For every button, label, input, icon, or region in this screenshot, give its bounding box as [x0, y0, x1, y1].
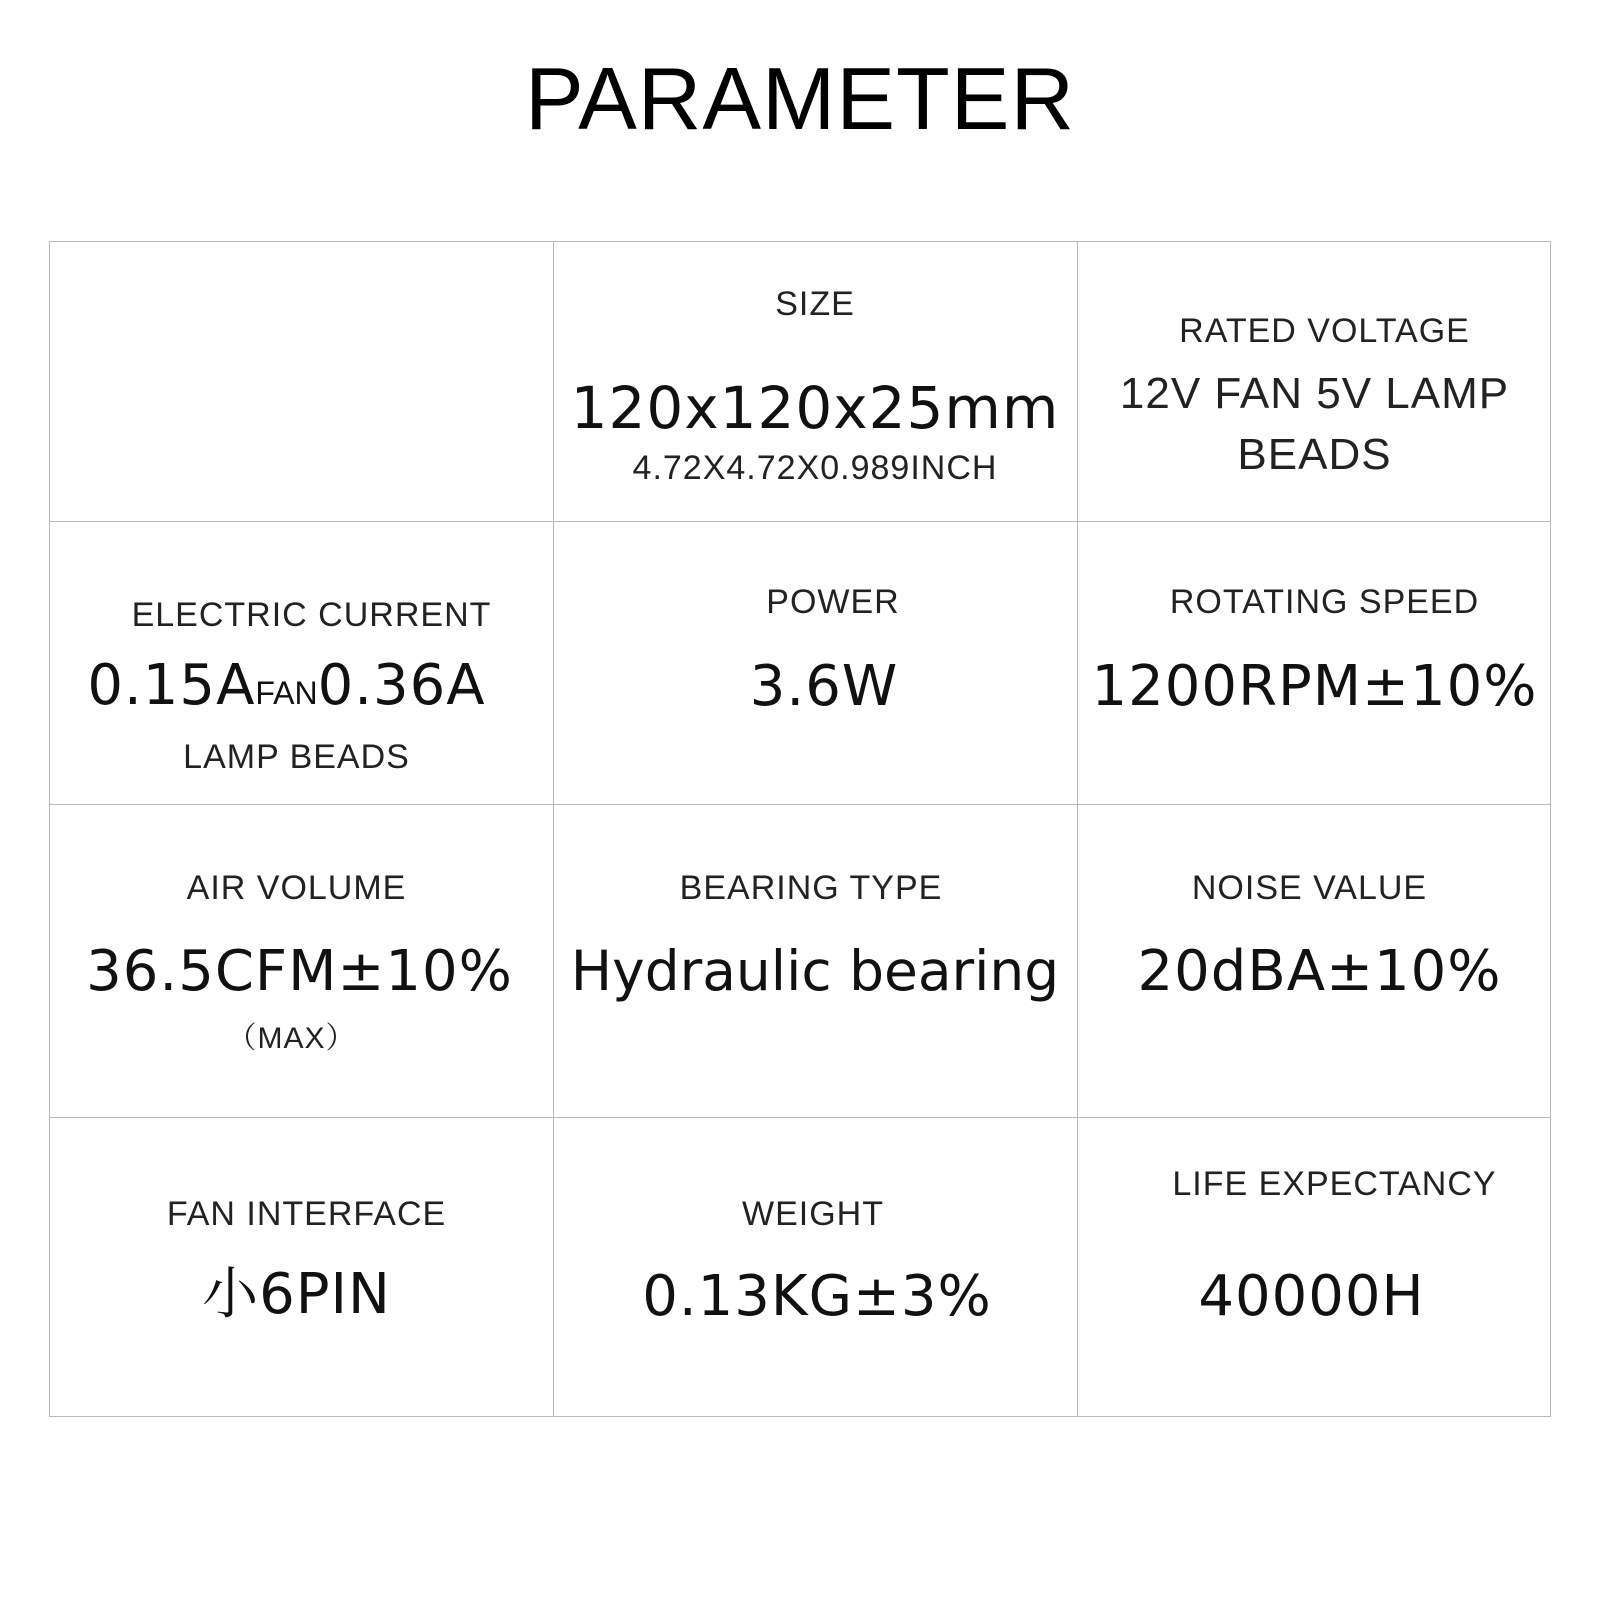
rated-voltage-cell [1077, 242, 1552, 521]
electric-current-label: ELECTRIC CURRENT [131, 596, 492, 634]
fan-interface-value: 小6PIN [202, 1262, 391, 1327]
power-cell [553, 521, 1077, 804]
electric-current-cell [50, 521, 553, 804]
rated-voltage-value [1077, 363, 1552, 485]
rated-voltage-value-line1: 12V FAN 5V LAMP [1119, 369, 1510, 418]
weight-label: WEIGHT [742, 1195, 884, 1233]
noise-value-cell [1077, 804, 1552, 1117]
electric-current-value [20, 653, 553, 718]
weight-cell [553, 1117, 1077, 1418]
rated-voltage-value-line2: BEADS [1237, 430, 1392, 479]
noise-value-value: 20dBA±10% [1137, 939, 1502, 1004]
life-expectancy-value: 40000H [1198, 1264, 1425, 1329]
lamp-beads-label: LAMP BEADS [183, 738, 410, 776]
air-volume-max-note: （MAX） [226, 1022, 357, 1055]
page-title: PARAMETER [524, 49, 1076, 148]
power-value: 3.6W [749, 654, 899, 719]
size-label: SIZE [775, 285, 855, 323]
size-cell [553, 242, 1077, 521]
air-volume-value: 36.5CFM±10% [86, 939, 513, 1004]
rotating-speed-cell [1077, 521, 1552, 804]
empty-cell [50, 242, 553, 521]
fan-interface-cell [50, 1117, 553, 1418]
rotating-speed-label: ROTATING SPEED [1169, 583, 1480, 621]
fan-current-value: 0.15A [87, 653, 256, 718]
life-expectancy-cell [1077, 1117, 1552, 1418]
fan-interface-label: FAN INTERFACE [166, 1195, 447, 1233]
air-volume-label: AIR VOLUME [186, 869, 407, 907]
fan-tag: FAN [255, 675, 318, 711]
bearing-type-cell [553, 804, 1077, 1117]
bearing-type-label: BEARING TYPE [679, 869, 943, 907]
power-label: POWER [766, 583, 900, 621]
parameter-table [49, 241, 1551, 1417]
life-expectancy-label: LIFE EXPECTANCY [1172, 1165, 1497, 1203]
size-inch-value: 4.72X4.72X0.989INCH [632, 449, 998, 487]
lamp-current-value: 0.36A [317, 653, 486, 718]
rotating-speed-value: 1200RPM±10% [1091, 654, 1538, 719]
bearing-type-value: Hydraulic bearing [570, 939, 1060, 1003]
weight-value: 0.13KG±3% [642, 1264, 992, 1329]
size-value: 120x120x25mm [570, 374, 1060, 442]
air-volume-cell [50, 804, 553, 1117]
noise-value-label: NOISE VALUE [1191, 869, 1428, 907]
rated-voltage-label: RATED VOLTAGE [1179, 312, 1470, 350]
